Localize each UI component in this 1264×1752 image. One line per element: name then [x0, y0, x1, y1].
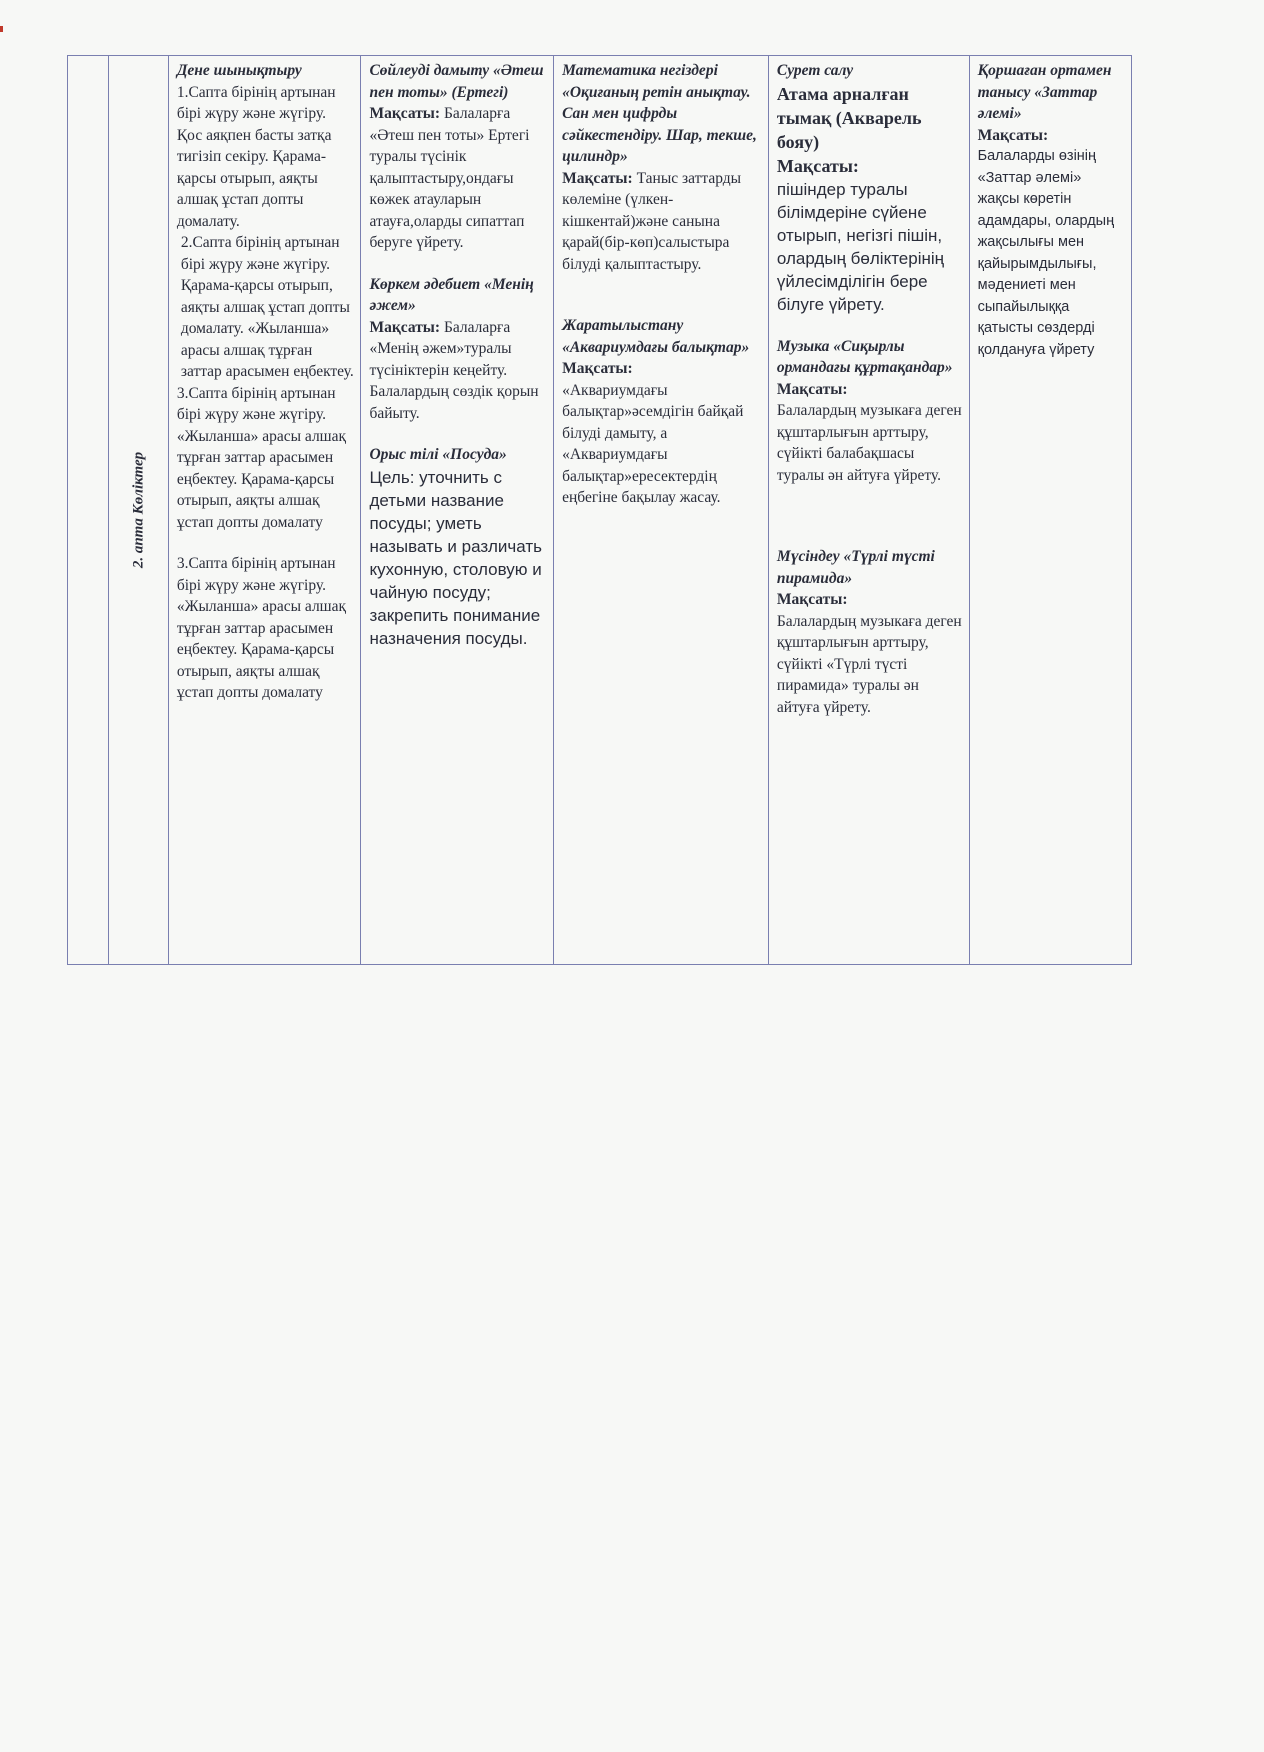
modeling-goal-label: Мақсаты: — [776, 591, 848, 608]
environment-title: Қоршаған ортамен танысу «Заттар әлемі» — [977, 62, 1112, 122]
art-cell — [768, 56, 969, 965]
drawing-goal-label: Мақсаты: — [776, 155, 859, 176]
environment-cell — [969, 56, 1131, 965]
speech-title: Сөйлеуді дамыту «Әтеш пен тоты» (Ертегі) — [369, 62, 544, 101]
pe-item-4: 3.Сапта бірінің артынан бірі жүру және жүгіру. «Жыланша» арасы алшақ тұрған заттар арасымен еңбектеу. Қарама-қарсы отырып, аяқты алшақ ұстап допты домалату — [176, 555, 347, 701]
drawing-subtitle: Атама арналған тымақ (Акварель бояу) — [776, 83, 922, 152]
environment-goal: Балаларды өзінің «Заттар әлемі» жақсы көретін адамдары, олардың жақсылығы мен қайырымдылығы, мәдениеті мен сыпайылыққа қатысты сөздерді қолдануға үйрету — [977, 148, 1115, 358]
nature-title: Жаратылыстану «Аквариумдағы балықтар» — [562, 317, 750, 356]
week-label: 2. апта Көліктер — [129, 451, 146, 569]
literature-title: Көркем әдебиет «Менің әжем» — [369, 275, 534, 314]
modeling-title: Мүсіндеу «Түрлі түсті пирамида» — [776, 548, 935, 587]
drawing-title: Сурет салу — [776, 62, 854, 79]
page-edge-mark — [0, 26, 3, 32]
pe-title: Дене шынықтыру — [176, 62, 302, 79]
pe-item-1: 1.Сапта бірінің артынан бірі жүру және жүгіру. Қос аяқпен басты затқа тигізіп секіру. Қарама-қарсы отырып, аяқты алшақ ұстап допты домалату. — [176, 83, 336, 230]
speech-goal: Балаларға «Әтеш пен тоты» Ертегі туралы түсінік қалыптастыру,ондағы көжек атауларын атауға,оларды сипаттап беруге үйрету. — [369, 105, 530, 251]
pe-item-3: 3.Сапта бірінің артынан бірі жүру және жүгіру. «Жыланша» арасы алшақ тұрған заттар арасымен еңбектеу. Қарама-қарсы отырып, аяқты алшақ ұстап допты домалату — [176, 384, 347, 531]
pe-item-2: 2.Сапта бірінің артынан бірі жүру және жүгіру. Қарама-қарсы отырып, аяқты алшақ ұстап допты домалату. «Жыланша» арасы алшақ тұрған заттар арасымен еңбектеу. — [180, 234, 354, 380]
speech-goal-label: Мақсаты: — [369, 105, 441, 122]
music-title: Музыка «Сиқырлы ормандағы құртақандар» — [776, 337, 953, 376]
environment-goal-label: Мақсаты: — [977, 126, 1049, 144]
lesson-plan-table — [67, 55, 1132, 965]
music-goal-label: Мақсаты: — [776, 380, 848, 398]
speech-development-cell — [361, 56, 554, 965]
literature-goal: Балаларға «Менің әжем»туралы түсініктерін кеңейту. Балалардың сөздік қорын байыту. — [369, 318, 539, 422]
physical-education-cell — [168, 56, 361, 965]
modeling-goal: Балалардың музыкаға деген құштарлығын арттыру, сүйікті «Түрлі түсті пирамида» туралы ән айтуға үйрету. — [776, 612, 962, 716]
week-cell — [109, 56, 169, 965]
math-cell — [554, 56, 769, 965]
music-goal: Балалардың музыкаға деген құштарлығын арттыру, сүйікті балабақшасы туралы ән айтуға үйрету. — [776, 402, 962, 484]
blank-cell — [68, 56, 109, 965]
literature-goal-label: Мақсаты: — [369, 318, 441, 336]
russian-goal: Цель: уточнить с детьми название посуды; уметь называть и различать кухонную, столовую и чайную посуду; закрепить понимание назначения посуды. — [369, 467, 542, 648]
math-goal: Таныс заттарды көлеміне (үлкен-кішкентай)және санына қарай(бір-көп)салыстыра білуді қалыптастыру. — [562, 169, 742, 273]
table-row — [68, 56, 1132, 965]
drawing-goal: пішіндер туралы білімдеріне сүйене отырып, негізгі пішін, олардың бөліктерінің үйлесімділігін бере білуге үйрету. — [776, 179, 945, 314]
russian-title: Орыс тілі «Посуда» — [369, 446, 507, 463]
nature-goal-label: Мақсаты: — [562, 360, 633, 377]
nature-goal: «Аквариумдағы балықтар»әсемдігін байқай білуді дамыту, а «Аквариумдағы балықтар»ересектердің еңбегіне бақылау жасау. — [562, 381, 744, 506]
math-goal-label: Мақсаты: — [562, 169, 633, 187]
math-title: Математика негіздері «Оқиғаның ретін анықтау. Сан мен цифрды сәйкестендіру. Шар, текше, цилиндр» — [562, 62, 757, 165]
